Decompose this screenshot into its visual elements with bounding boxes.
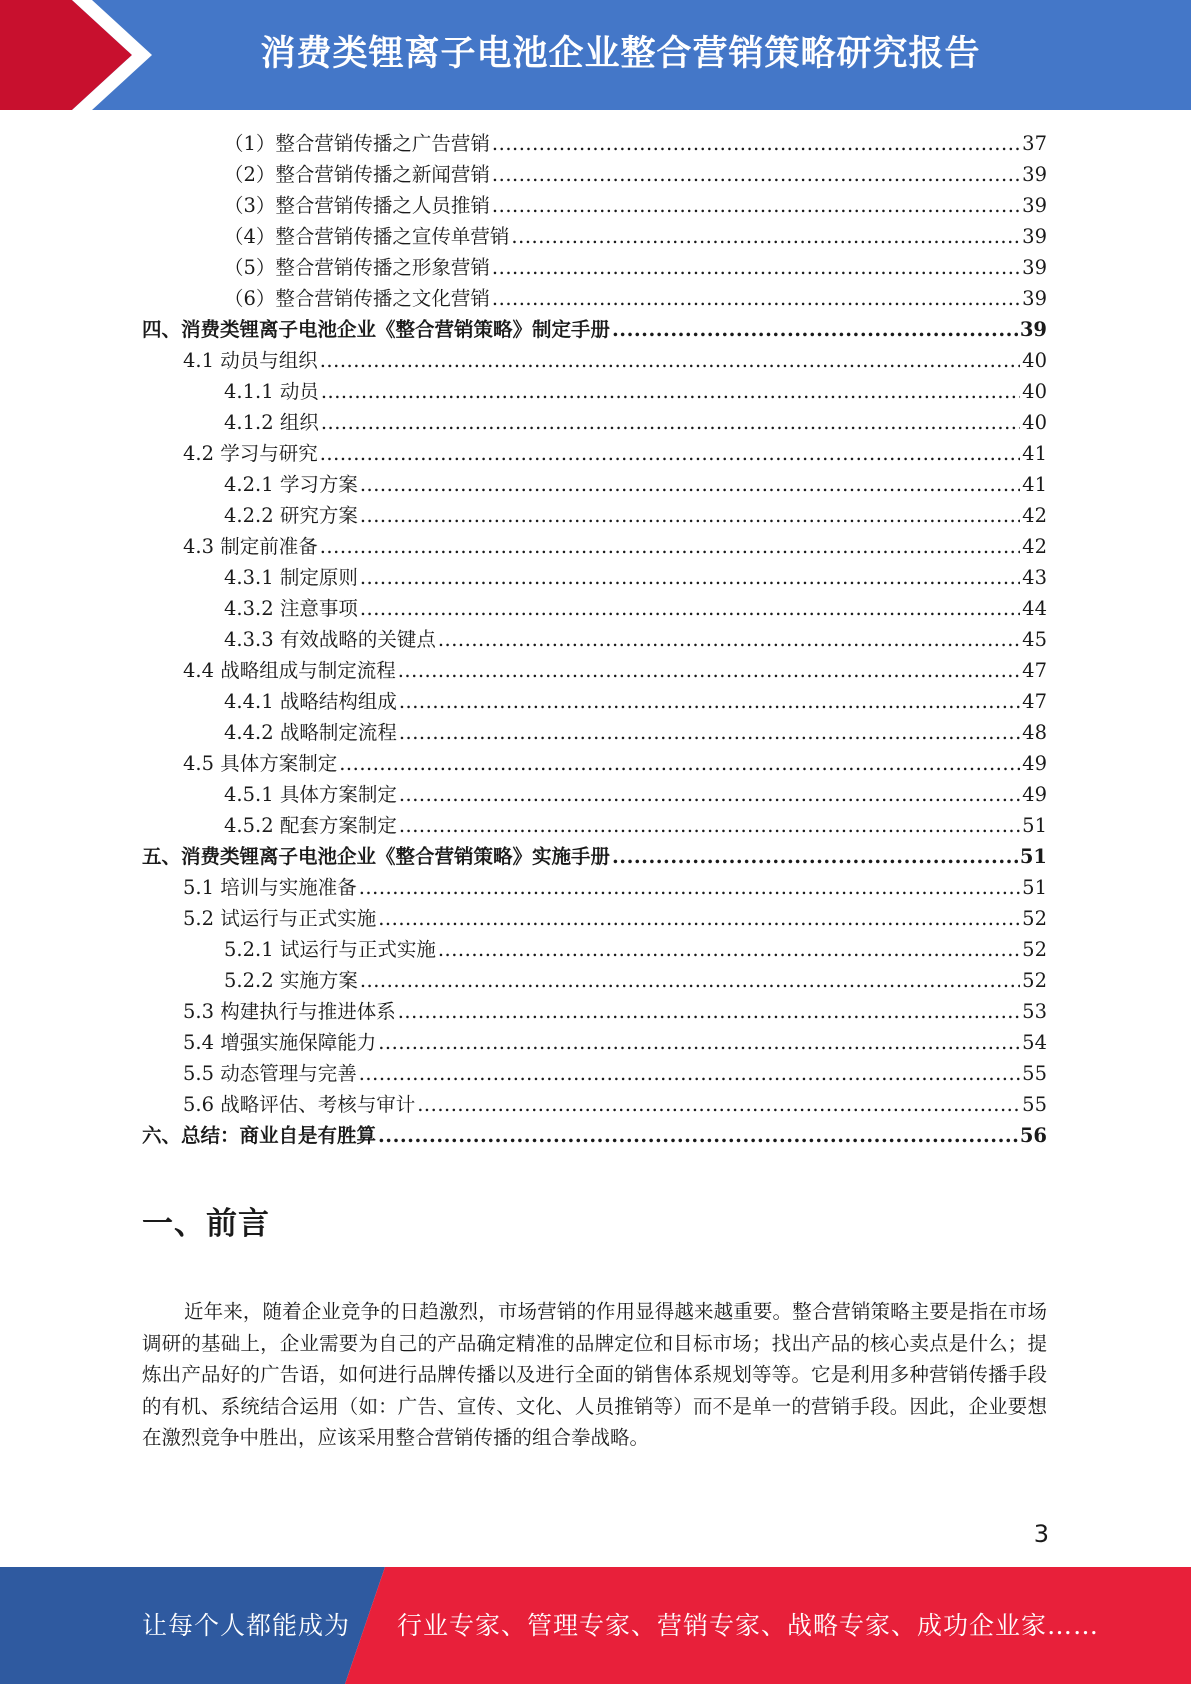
toc-entry-label: 5.2.2 实施方案 — [224, 969, 358, 992]
toc-leader-dots — [320, 438, 1020, 469]
toc-entry-page: 52 — [1022, 969, 1047, 992]
toc-leader-dots — [492, 283, 1020, 314]
toc-entry[interactable] — [224, 717, 1047, 748]
toc-entry-page: 40 — [1022, 349, 1047, 372]
toc-entry-label: 4.1.1 动员 — [224, 380, 319, 403]
toc-entry-label: 4.2 学习与研究 — [183, 442, 318, 465]
toc-entry-label: 5.6 战略评估、考核与审计 — [183, 1093, 416, 1116]
toc-entry[interactable] — [224, 159, 1047, 190]
toc-entry[interactable] — [183, 1089, 1047, 1120]
toc-entry-page: 39 — [1022, 256, 1047, 279]
toc-entry-page: 45 — [1022, 628, 1047, 651]
footer-slogan-left: 让每个人都能成为 — [142, 1611, 351, 1640]
toc-entry-page: 55 — [1022, 1062, 1047, 1085]
toc-entry-page: 39 — [1022, 194, 1047, 217]
toc-leader-dots — [378, 1027, 1020, 1058]
toc-entry[interactable] — [142, 1120, 1047, 1151]
toc-leader-dots — [492, 252, 1020, 283]
toc-entry[interactable] — [183, 872, 1047, 903]
toc-entry-page: 39 — [1022, 287, 1047, 310]
page-header — [0, 0, 1191, 110]
report-title: 消费类锂离子电池企业整合营销策略研究报告 — [260, 34, 981, 74]
toc-entry[interactable] — [183, 903, 1047, 934]
toc-leader-dots — [339, 748, 1020, 779]
toc-entry-label: （6）整合营销传播之文化营销 — [224, 287, 490, 310]
toc-entry-label: 4.5.2 配套方案制定 — [224, 814, 397, 837]
page-footer — [0, 1567, 1191, 1684]
toc-leader-dots — [360, 469, 1020, 500]
toc-entry-page: 42 — [1022, 504, 1047, 527]
toc-entry-label: 4.2.1 学习方案 — [224, 473, 358, 496]
toc-entry-page: 40 — [1022, 380, 1047, 403]
toc-entry-page: 55 — [1022, 1093, 1047, 1116]
toc-entry-label: 5.2 试运行与正式实施 — [183, 907, 377, 930]
toc-leader-dots — [399, 717, 1020, 748]
toc-entry[interactable] — [224, 934, 1047, 965]
toc-entry[interactable] — [224, 376, 1047, 407]
toc-entry[interactable] — [224, 810, 1047, 841]
toc-entry-label: 4.3 制定前准备 — [183, 535, 318, 558]
toc-entry-label: 五、消费类锂离子电池企业《整合营销策略》实施手册 — [142, 845, 611, 868]
toc-entry-label: 4.1.2 组织 — [224, 411, 319, 434]
toc-entry-page: 54 — [1022, 1031, 1047, 1054]
toc-entry-label: 4.5.1 具体方案制定 — [224, 783, 397, 806]
toc-entry-page: 53 — [1022, 1000, 1047, 1023]
toc-entry-page: 39 — [1022, 163, 1047, 186]
toc-entry-label: 4.3.3 有效战略的关键点 — [224, 628, 436, 651]
page-number: 3 — [1033, 1520, 1049, 1548]
toc-entry[interactable] — [224, 500, 1047, 531]
toc-leader-dots — [378, 903, 1020, 934]
toc-leader-dots — [321, 407, 1020, 438]
toc-entry[interactable] — [183, 531, 1047, 562]
toc-leader-dots — [612, 841, 1018, 872]
toc-entry-label: （3）整合营销传播之人员推销 — [224, 194, 490, 217]
toc-entry[interactable] — [183, 438, 1047, 469]
toc-leader-dots — [360, 965, 1020, 996]
toc-leader-dots — [321, 376, 1020, 407]
toc-leader-dots — [492, 128, 1020, 159]
toc-leader-dots — [399, 810, 1020, 841]
toc-entry-page: 41 — [1022, 442, 1047, 465]
toc-entry-page: 51 — [1019, 845, 1047, 868]
section-heading: 一、前言 — [142, 1206, 270, 1242]
toc-entry[interactable] — [224, 562, 1047, 593]
toc-entry-page: 47 — [1022, 690, 1047, 713]
toc-entry[interactable] — [183, 345, 1047, 376]
toc-leader-dots — [417, 1089, 1020, 1120]
toc-entry-label: 四、消费类锂离子电池企业《整合营销策略》制定手册 — [142, 318, 611, 341]
toc-entry[interactable] — [224, 407, 1047, 438]
toc-entry-label: 5.2.1 试运行与正式实施 — [224, 938, 436, 961]
toc-entry[interactable] — [142, 314, 1047, 345]
toc-entry-label: 5.4 增强实施保障能力 — [183, 1031, 377, 1054]
toc-entry-label: 六、总结：商业自是有胜算 — [142, 1124, 377, 1147]
toc-entry[interactable] — [224, 965, 1047, 996]
toc-entry[interactable] — [224, 686, 1047, 717]
toc-entry[interactable] — [224, 128, 1047, 159]
toc-leader-dots — [320, 531, 1020, 562]
toc-leader-dots — [359, 872, 1020, 903]
toc-entry-label: 4.3.1 制定原则 — [224, 566, 358, 589]
toc-leader-dots — [492, 159, 1020, 190]
toc-entry[interactable] — [183, 996, 1047, 1027]
toc-entry-label: （4）整合营销传播之宣传单营销 — [224, 225, 510, 248]
toc-leader-dots — [612, 314, 1018, 345]
toc-leader-dots — [360, 562, 1020, 593]
toc-entry-page: 49 — [1022, 752, 1047, 775]
toc-leader-dots — [359, 1058, 1020, 1089]
toc-leader-dots — [398, 996, 1020, 1027]
toc-entry-page: 52 — [1022, 938, 1047, 961]
toc-leader-dots — [399, 686, 1020, 717]
toc-entry[interactable] — [183, 1027, 1047, 1058]
toc-entry[interactable] — [183, 748, 1047, 779]
toc-leader-dots — [492, 190, 1020, 221]
toc-entry-page: 44 — [1022, 597, 1047, 620]
toc-entry[interactable] — [224, 469, 1047, 500]
toc-entry-page: 51 — [1022, 814, 1047, 837]
toc-entry-page: 40 — [1022, 411, 1047, 434]
toc-entry-page: 52 — [1022, 907, 1047, 930]
section-body: 近年来，随着企业竞争的日趋激烈，市场营销的作用显得越来越重要。整合营销策略主要是指在市场调研的基础上，企业需要为自己的产品确定精准的品牌定位和目标市场；找出产品的核心卖点是什么；提炼出产品好的广告语，如何进行品牌传播以及进行全面的销售体系规划等等。它是利用多种营销传播手段的有机、系统结合运用（如：广告、宣传、文化、人员推销等）而不是单一的营销手段。因此，企业要想在激烈竞争中胜出，应该采用整合营销传播的组合拳战略。 — [142, 1300, 1047, 1449]
toc-entry-label: 4.3.2 注意事项 — [224, 597, 358, 620]
toc-leader-dots — [360, 500, 1020, 531]
toc-entry[interactable] — [142, 841, 1047, 872]
toc-entry-page: 51 — [1022, 876, 1047, 899]
toc-entry-label: 5.3 构建执行与推进体系 — [183, 1000, 396, 1023]
toc-entry-label: （2）整合营销传播之新闻营销 — [224, 163, 490, 186]
toc-entry-page: 39 — [1019, 318, 1047, 341]
toc-leader-dots — [360, 593, 1020, 624]
toc-entry-label: 5.5 动态管理与完善 — [183, 1062, 357, 1085]
toc-entry-label: 4.4 战略组成与制定流程 — [183, 659, 396, 682]
toc-entry-label: （1）整合营销传播之广告营销 — [224, 132, 490, 155]
toc-entry-label: （5）整合营销传播之形象营销 — [224, 256, 490, 279]
toc-entry-label: 4.5 具体方案制定 — [183, 752, 338, 775]
toc-entry[interactable] — [224, 779, 1047, 810]
toc-entry-label: 4.4.2 战略制定流程 — [224, 721, 397, 744]
toc-entry-page: 43 — [1022, 566, 1047, 589]
toc-entry-page: 42 — [1022, 535, 1047, 558]
toc-entry-page: 41 — [1022, 473, 1047, 496]
toc-entry-page: 47 — [1022, 659, 1047, 682]
toc-entry-label: 4.4.1 战略结构组成 — [224, 690, 397, 713]
footer-slogan-right: 行业专家、管理专家、营销专家、战略专家、成功企业家…… — [397, 1611, 1100, 1640]
toc-entry-label: 5.1 培训与实施准备 — [183, 876, 357, 899]
toc-entry[interactable] — [183, 655, 1047, 686]
toc-leader-dots — [378, 1120, 1018, 1151]
toc-leader-dots — [438, 624, 1020, 655]
toc-leader-dots — [399, 779, 1020, 810]
toc-entry[interactable] — [224, 252, 1047, 283]
toc-leader-dots — [398, 655, 1020, 686]
toc-entry[interactable] — [224, 190, 1047, 221]
toc-entry-label: 4.2.2 研究方案 — [224, 504, 358, 527]
toc-entry-page: 48 — [1022, 721, 1047, 744]
toc-entry[interactable] — [224, 283, 1047, 314]
toc-entry-page: 37 — [1022, 132, 1047, 155]
toc-entry-page: 49 — [1022, 783, 1047, 806]
toc-leader-dots — [438, 934, 1020, 965]
toc-entry-page: 39 — [1022, 225, 1047, 248]
toc-entry[interactable] — [224, 593, 1047, 624]
toc-entry[interactable] — [183, 1058, 1047, 1089]
toc-entry-page: 56 — [1019, 1124, 1047, 1147]
toc-entry[interactable] — [224, 624, 1047, 655]
toc-leader-dots — [320, 345, 1020, 376]
toc-entry-label: 4.1 动员与组织 — [183, 349, 318, 372]
toc-entry[interactable] — [224, 221, 1047, 252]
toc-leader-dots — [511, 221, 1020, 252]
